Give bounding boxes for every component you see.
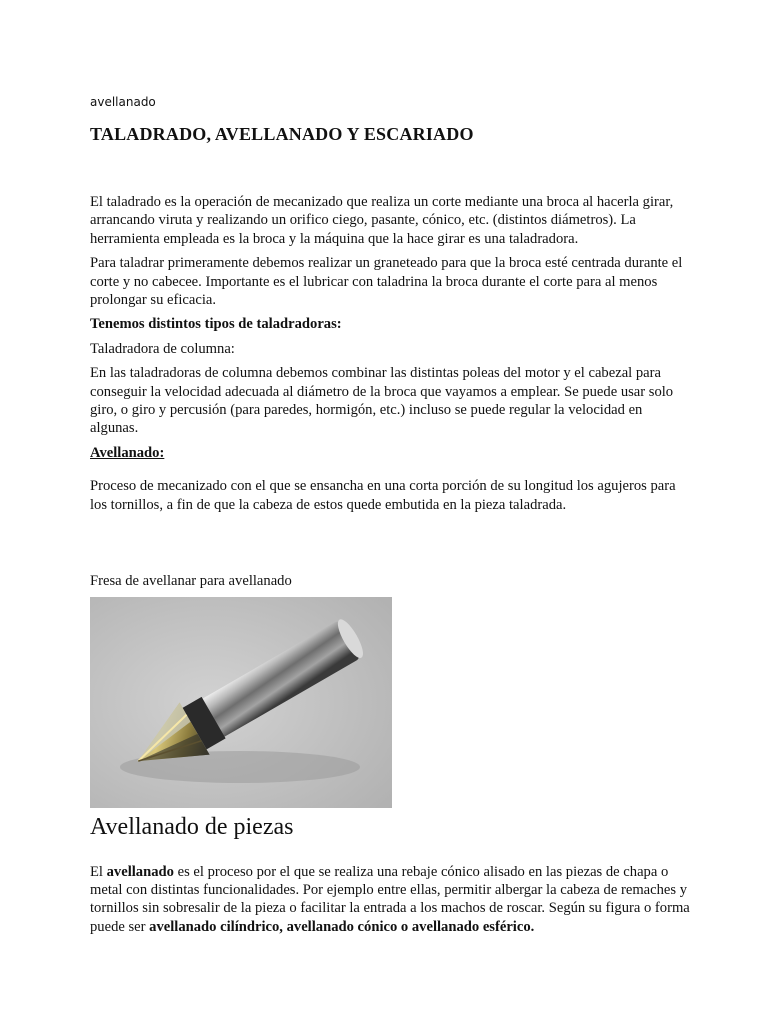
bold-types-list: avellanado cilíndrico, avellanado cónico o avellanado esférico. <box>149 918 535 935</box>
page-title: TALADRADO, AVELLANADO Y ESCARIADO <box>90 124 474 144</box>
image-caption: Fresa de avellanar para avellanado <box>90 573 292 589</box>
paragraph-avellanado-de-piezas <box>90 863 690 937</box>
countersink-bit-photo <box>90 597 392 808</box>
document-filename-label: avellanado <box>90 95 156 109</box>
paragraph-columna-detail: En las taladradoras de columna debemos combinar las distintas poleas del motor y el cabezal para conseguir la velocidad adecuada al diámetro de la broca que vayamos a emplear. Se puede usar solo giro, o giro y percusión (para paredes, hormigón, etc.) incluso se puede regular la velocidad en algunas. <box>90 365 674 437</box>
paragraph-proceso: Proceso de mecanizado con el que se ensancha en una corta porción de su longitud los agujeros para los tornillos, a fin de que la cabeza de estos quede embutida en la pieza taladrada. <box>90 478 676 513</box>
section-heading-avellanado: Avellanado: <box>90 444 165 461</box>
body-text <box>90 193 690 520</box>
paragraph-graneteado: Para taladrar primeramente debemos realizar un graneteado para que la broca esté centrada durante el corte y no cabecee. Importante es el lubricar con taladrina la broca durante el corte para al menos prolongar su eficacia. <box>90 255 683 309</box>
countersink-bit-icon <box>90 597 392 808</box>
text-segment: es el proceso por el que se realiza una rebaje cónico alisado en las piezas de chapa o metal con distintas funcionalidades. Por ejemplo entre ellas, permitir albergar la cabeza de remaches y tornillos sin sobresalir de la pieza o facilitar la entrada a los machos de roscar. Según su figura o forma puede ser <box>90 863 690 935</box>
paragraph-tipos-heading: Tenemos distintos tipos de taladradoras: <box>90 316 342 333</box>
text-segment: El <box>90 863 107 880</box>
paragraph-columna: Taladradora de columna: <box>90 340 235 357</box>
section-title-avellanado-de-piezas: Avellanado de piezas <box>90 814 294 840</box>
bold-term-avellanado: avellanado <box>106 863 174 880</box>
paragraph-taladrado: El taladrado es la operación de mecanizado que realiza un corte mediante una broca al hacerla girar, arrancando viruta y realizando un orifico ciego, pasante, cónico, etc. (distintos diámetros). La herramienta empleada es la broca y la máquina que la hace girar es una taladradora. <box>90 194 674 247</box>
